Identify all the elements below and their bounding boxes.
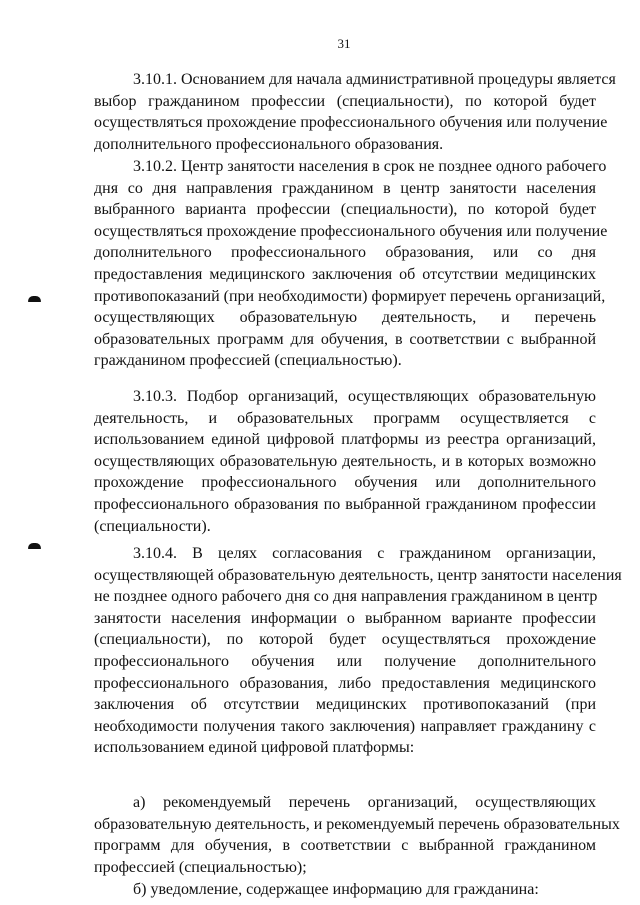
text-line: заключения об отсутствии медицинских противопоказаний (при bbox=[94, 696, 596, 714]
text-line: противопоказаний (при необходимости) формирует перечень организаций, bbox=[94, 287, 606, 305]
text-line: 3.10.1. Основанием для начала административной процедуры является bbox=[133, 71, 616, 88]
text-line: образовательных программ для обучения, в соответствии с выбранной bbox=[94, 330, 596, 348]
text-line: 3.10.4. В целях согласования с гражданином организации, bbox=[133, 545, 596, 562]
text-line: а) рекомендуемый перечень организаций, осуществляющих bbox=[133, 794, 596, 811]
text-line: осуществляющей образовательную деятельность, центр занятости населения bbox=[94, 566, 622, 584]
text-line: использованием единой цифровой платформы: bbox=[94, 739, 415, 757]
text-line: не позднее одного рабочего дня со дня направления гражданином в центр bbox=[94, 588, 598, 606]
text-line: гражданином профессией (специальностью). bbox=[94, 352, 402, 370]
text-line: выбранного варианта профессии (специальности), по которой будет bbox=[94, 201, 596, 219]
text-line: осуществляющих образовательную деятельность, и в которых возможно bbox=[94, 452, 596, 470]
text-line: прохождение профессионального обучения или дополнительного bbox=[94, 474, 596, 492]
text-line: осуществляться прохождение профессионального обучения или получение bbox=[94, 222, 608, 240]
text-line: использованием единой цифровой платформы из реестра организаций, bbox=[94, 431, 596, 449]
text-line: осуществляться прохождение профессионального обучения или получение bbox=[94, 114, 608, 132]
text-line: 3.10.3. Подбор организаций, осуществляющих образовательную bbox=[133, 388, 596, 405]
text-line: б) уведомление, содержащее информацию для гражданина: bbox=[133, 881, 539, 898]
text-line: (специальности). bbox=[94, 517, 211, 535]
text-line: предоставления медицинского заключения об отсутствии медицинских bbox=[94, 266, 596, 283]
text-line: дополнительного профессионального образования. bbox=[94, 135, 444, 153]
text-line: необходимости получения такого заключения) направляет гражданину с bbox=[94, 717, 596, 735]
margin-mark-1 bbox=[28, 543, 41, 549]
text-line: образовательную деятельность, и рекомендуемый перечень образовательных bbox=[94, 815, 620, 833]
text-line: (специальности), по которой будет осуществляться прохождение bbox=[94, 631, 596, 649]
text-line: деятельность, и образовательных программ осуществляется с bbox=[94, 409, 596, 427]
text-line: осуществляющих образовательную деятельность, и перечень bbox=[94, 309, 596, 327]
text-line: занятости населения информации о выбранном варианте профессии bbox=[94, 609, 596, 627]
text-line: 3.10.2. Центр занятости населения в срок не позднее одного рабочего bbox=[133, 158, 607, 175]
text-line: дополнительного профессионального образования, или со дня bbox=[94, 244, 596, 262]
text-line: дня со дня направления гражданином в центр занятости населения bbox=[94, 179, 596, 197]
text-line: программ для обучения, в соответствии с выбранной гражданином bbox=[94, 837, 596, 855]
text-line: профессионального обучения или получение дополнительного bbox=[94, 653, 596, 670]
margin-mark-0 bbox=[28, 296, 41, 302]
text-line: выбор гражданином профессии (специальности), по которой будет bbox=[94, 92, 596, 110]
text-line: профессионального образования, либо предоставления медицинского bbox=[94, 674, 596, 692]
text-line: профессионального образования по выбранной гражданином профессии bbox=[94, 496, 596, 513]
text-line: профессией (специальностью); bbox=[94, 858, 307, 876]
page-number: 31 bbox=[337, 36, 351, 51]
